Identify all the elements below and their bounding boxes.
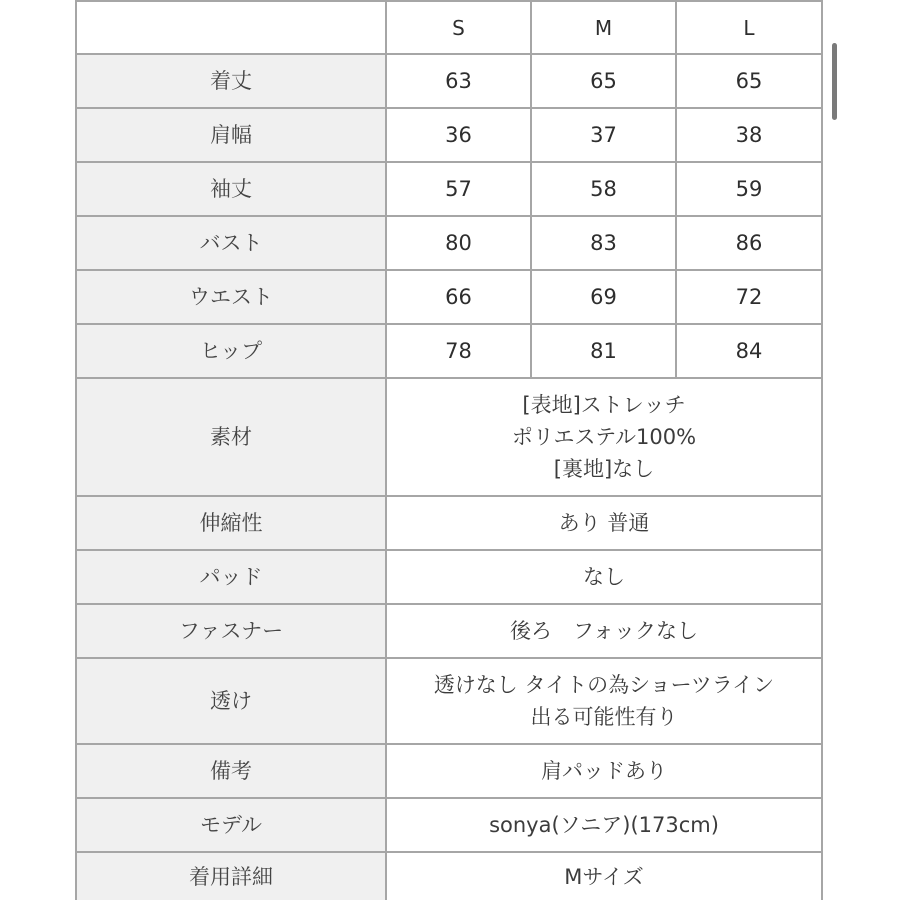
value-l: 59 xyxy=(676,162,822,216)
wearing-value: Mサイズ xyxy=(386,852,822,900)
value-s: 36 xyxy=(386,108,531,162)
size-header-row xyxy=(76,1,822,54)
value-m: 58 xyxy=(531,162,676,216)
row-label: バスト xyxy=(76,216,386,270)
table-row-wearing xyxy=(76,852,822,900)
material-value xyxy=(386,378,822,496)
material-line: [表地]ストレッチ xyxy=(522,393,686,417)
row-label: ウエスト xyxy=(76,270,386,324)
row-label: 透け xyxy=(76,658,386,744)
row-label: 着用詳細 xyxy=(76,852,386,900)
table-row-fastener xyxy=(76,604,822,658)
sheerness-value xyxy=(386,658,822,744)
material-line: [裏地]なし xyxy=(553,457,655,481)
value-m: 37 xyxy=(531,108,676,162)
notes-value: 肩パッドあり xyxy=(386,744,822,798)
row-label: 袖丈 xyxy=(76,162,386,216)
sheerness-line: 透けなし タイトの為ショーツライン xyxy=(433,673,775,697)
row-label: 備考 xyxy=(76,744,386,798)
table-row-stretch xyxy=(76,496,822,550)
table-row-bust xyxy=(76,216,822,270)
pad-value: なし xyxy=(386,550,822,604)
value-m: 83 xyxy=(531,216,676,270)
value-l: 72 xyxy=(676,270,822,324)
stretch-value: あり 普通 xyxy=(386,496,822,550)
scrollbar-thumb[interactable] xyxy=(832,43,837,120)
row-label: 素材 xyxy=(76,378,386,496)
row-label: 肩幅 xyxy=(76,108,386,162)
value-s: 78 xyxy=(386,324,531,378)
header-size-m: M xyxy=(531,1,676,54)
sheerness-line: 出る可能性有り xyxy=(530,705,678,729)
value-m: 65 xyxy=(531,54,676,108)
row-label: 着丈 xyxy=(76,54,386,108)
size-spec-table xyxy=(75,0,823,900)
table-row-waist xyxy=(76,270,822,324)
value-l: 84 xyxy=(676,324,822,378)
value-s: 63 xyxy=(386,54,531,108)
value-s: 66 xyxy=(386,270,531,324)
value-s: 57 xyxy=(386,162,531,216)
header-size-s: S xyxy=(386,1,531,54)
row-label: モデル xyxy=(76,798,386,852)
material-line: ポリエステル100% xyxy=(511,425,697,449)
row-label: ヒップ xyxy=(76,324,386,378)
value-m: 69 xyxy=(531,270,676,324)
header-corner-cell xyxy=(76,1,386,54)
value-s: 80 xyxy=(386,216,531,270)
table-row-pad xyxy=(76,550,822,604)
header-size-l: L xyxy=(676,1,822,54)
table-row-shoulder xyxy=(76,108,822,162)
model-value: sonya(ソニア)(173cm) xyxy=(386,798,822,852)
row-label: パッド xyxy=(76,550,386,604)
fastener-value: 後ろ フォックなし xyxy=(386,604,822,658)
table-row-length xyxy=(76,54,822,108)
value-l: 86 xyxy=(676,216,822,270)
row-label: ファスナー xyxy=(76,604,386,658)
value-l: 38 xyxy=(676,108,822,162)
table-row-material xyxy=(76,378,822,496)
table-row-sheerness xyxy=(76,658,822,744)
value-m: 81 xyxy=(531,324,676,378)
table-row-hip xyxy=(76,324,822,378)
value-l: 65 xyxy=(676,54,822,108)
table-row-sleeve xyxy=(76,162,822,216)
table-row-model xyxy=(76,798,822,852)
row-label: 伸縮性 xyxy=(76,496,386,550)
table-row-notes xyxy=(76,744,822,798)
